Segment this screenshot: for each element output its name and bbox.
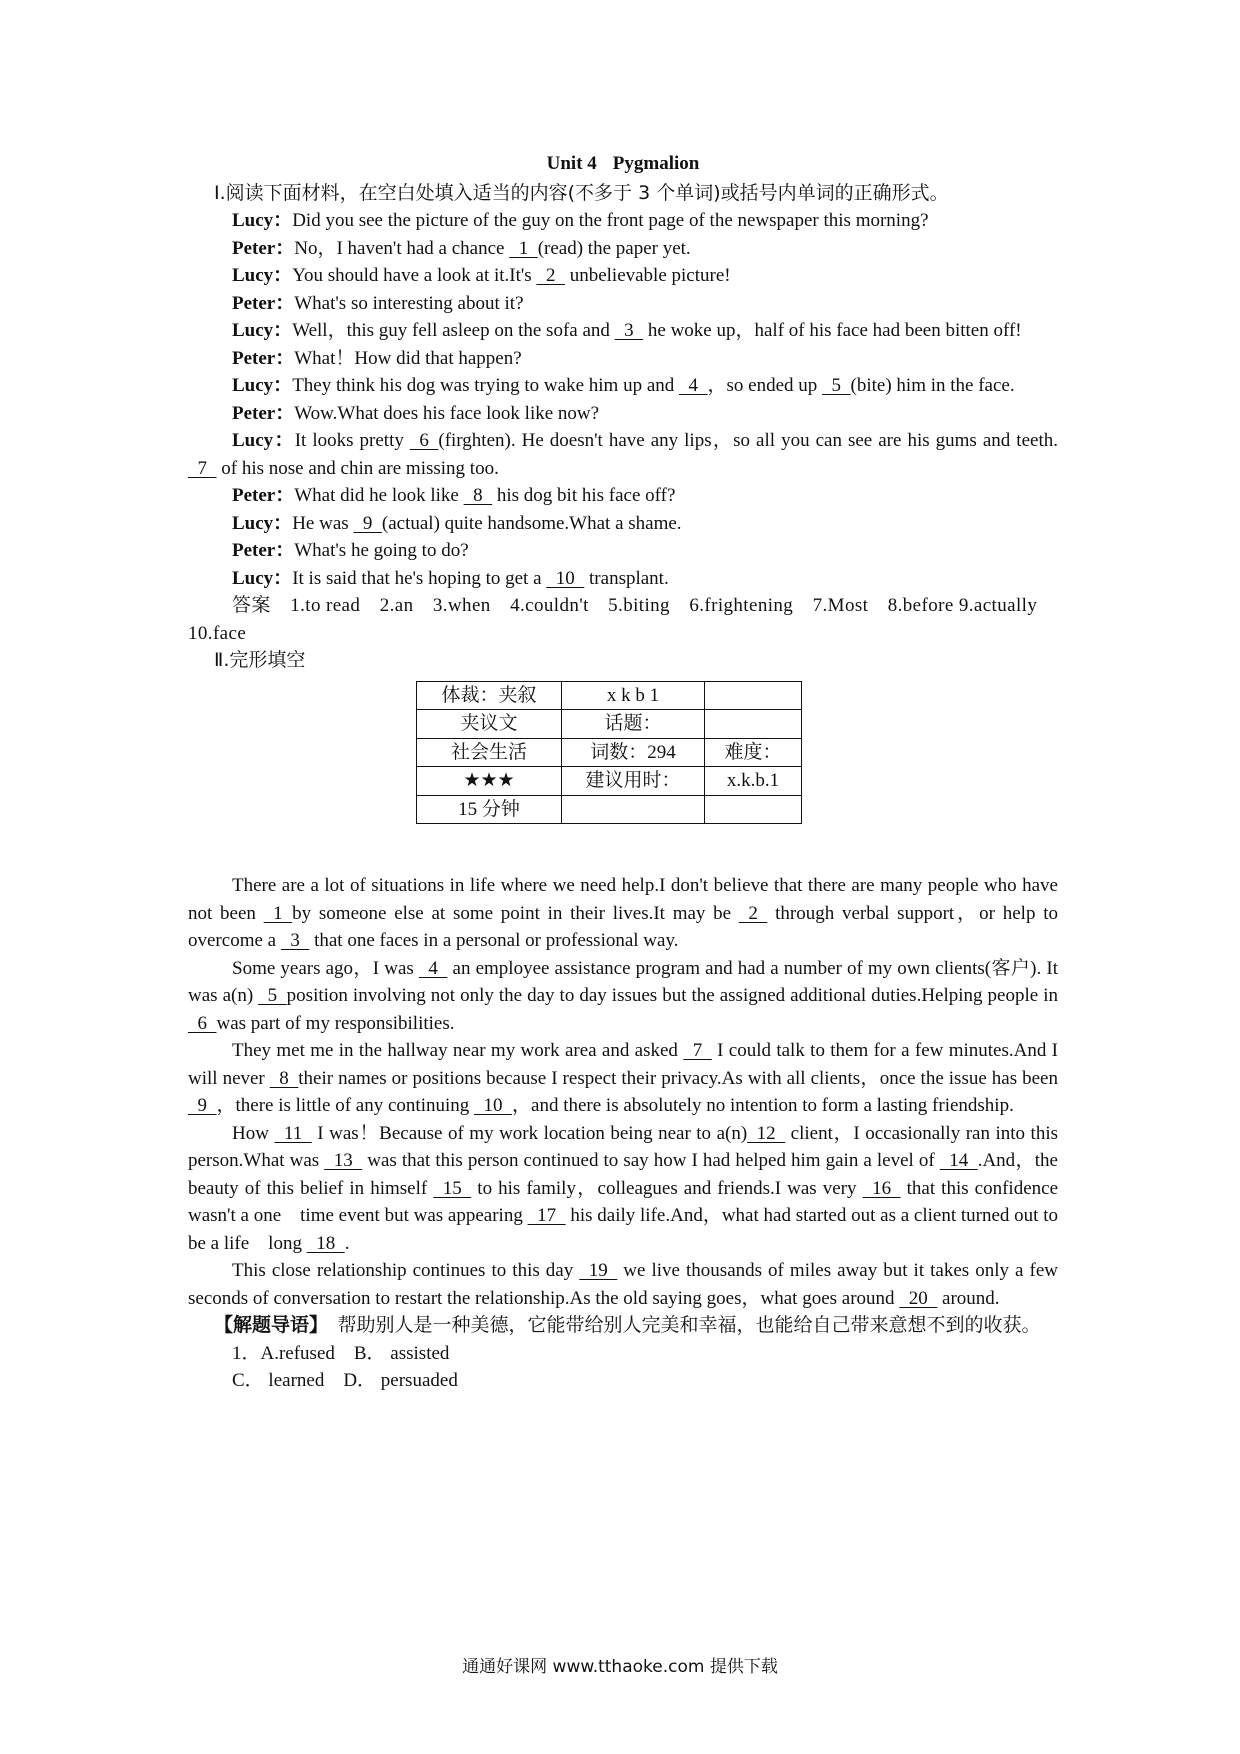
unit-name: Pygmalion — [612, 153, 700, 174]
passage-text: There are a lot of situations in life where we need help.I don't believe that there are many people who have not been — [188, 875, 1058, 924]
speaker-name: Lucy： — [232, 375, 293, 396]
passage-paragraph — [188, 955, 1058, 1038]
blank-5: 5 — [258, 985, 287, 1006]
passage-text: was that this person continued to say how I had helped him gain a level of — [362, 1150, 940, 1171]
dialog-text: It is said that he's hoping to get a — [292, 567, 547, 589]
blank-15: 15 — [433, 1177, 472, 1199]
blank-14: 14 — [939, 1150, 978, 1171]
blank-8: 8 — [463, 485, 493, 506]
blank-8: 8 — [269, 1067, 299, 1089]
dialog-text: ，so ended up — [707, 375, 823, 396]
speaker-name: Peter： — [232, 402, 295, 424]
dialog-line — [188, 510, 1058, 538]
info-cell: ★★★ — [417, 767, 562, 796]
info-row — [417, 795, 802, 824]
info-row — [417, 738, 802, 767]
answer-label: 答案 — [232, 594, 271, 616]
blank-17: 17 — [527, 1205, 566, 1226]
passage-text: They met me in the hallway near my work area and asked — [232, 1040, 684, 1061]
blank-11: 11 — [274, 1122, 312, 1144]
dialog-line — [188, 345, 1058, 373]
info-row — [417, 681, 802, 710]
dialog-text: (firghten). He doesn't have any lips，so all you can see are his gums and teeth. — [438, 430, 1058, 451]
passage-text: .And，the beauty of this belief in himself — [188, 1150, 1058, 1199]
blank-13: 13 — [324, 1150, 363, 1171]
dialog-line — [188, 207, 1058, 235]
dialog-text: No，I haven't had a chance — [294, 237, 510, 259]
dialog-text: transplant. — [584, 567, 669, 589]
blank-5: 5 — [822, 375, 851, 396]
dialog-text: What did he look like — [294, 485, 464, 506]
blank-4: 4 — [418, 957, 448, 979]
dialog-text: You should have a look at it.It's — [292, 265, 537, 286]
info-cell: x.k.b.1 — [705, 767, 802, 796]
dialog-line — [188, 262, 1058, 290]
dialog-text: (bite) him in the face. — [850, 375, 1015, 396]
info-cell: 话题： — [562, 710, 705, 739]
info-cell — [705, 710, 802, 739]
blank-2: 2 — [536, 265, 565, 286]
speaker-name: Lucy： — [232, 512, 293, 534]
guide-text: 帮助别人是一种美德，它能带给别人完美和幸福，也能给自己带来意想不到的收获。 — [337, 1314, 1041, 1336]
passage-text: around. — [937, 1287, 1000, 1309]
passage-text: This close relationship continues to this day — [232, 1260, 580, 1281]
speaker-name: Lucy： — [232, 265, 293, 286]
dialog-line — [188, 400, 1058, 428]
speaker-name: Lucy： — [232, 430, 295, 451]
blank-3: 3 — [614, 320, 644, 341]
passage-text: . — [344, 1232, 350, 1254]
passage-text: client，I occasionally ran into this person.What was — [188, 1122, 1058, 1171]
blank-4: 4 — [679, 375, 708, 396]
dialog-text: What's so interesting about it? — [294, 292, 524, 314]
passage-text: was part of my responsibilities. — [216, 1012, 455, 1034]
dialog — [188, 207, 1058, 592]
blank-3: 3 — [280, 930, 310, 951]
answer-option-line: C． learned D． persuaded — [232, 1370, 458, 1391]
passage-text: How — [232, 1122, 275, 1144]
speaker-name: Peter： — [232, 485, 295, 506]
passage-text: their names or positions because I respect their privacy.As with all clients，once the issue has been — [298, 1067, 1058, 1089]
answer-key — [188, 592, 1058, 647]
passage-paragraph — [188, 1037, 1058, 1120]
dialog-text: They think his dog was trying to wake him up and — [292, 375, 679, 396]
passage-paragraph — [188, 1120, 1058, 1258]
passage-text: we live thousands of miles away but it takes only a few seconds of conversation to restart the relationship.As the old saying goes，what goes around — [188, 1260, 1058, 1309]
dialog-text: of his nose and chin are missing too. — [216, 457, 499, 479]
passage-text: through verbal support，or help to overcome a — [188, 902, 1058, 951]
dialog-text: Wow.What does his face look like now? — [294, 402, 600, 424]
dialog-text: What's he going to do? — [294, 540, 469, 561]
unit-label: Unit 4 — [546, 153, 597, 174]
speaker-name: Peter： — [232, 347, 295, 369]
speaker-name: Peter： — [232, 292, 295, 314]
blank-9: 9 — [188, 1095, 217, 1116]
passage-text: his daily life.And，what had started out as a client turned out to be a life long — [188, 1205, 1059, 1254]
dialog-text: (actual) quite handsome.What a shame. — [381, 512, 682, 534]
answer-text: 1.to read 2.an 3.when 4.couldn't 5.biting 6.frightening 7.Most 8.before 9.actually 10.face — [188, 595, 1057, 644]
dialog-text: Did you see the picture of the guy on the front page of the newspaper this morning? — [292, 210, 929, 231]
speaker-name: Peter： — [232, 237, 295, 259]
info-cell: x k b 1 — [562, 681, 705, 710]
blank-10: 10 — [474, 1095, 513, 1116]
blank-7: 7 — [188, 457, 217, 479]
dialog-text: unbelievable picture! — [564, 265, 731, 286]
dialog-line — [188, 482, 1058, 510]
info-cell: 夹议文 — [417, 710, 562, 739]
dialog-line — [188, 235, 1058, 263]
info-cell: 建议用时： — [562, 767, 705, 796]
guide-label: 【解题导语】 — [214, 1314, 319, 1336]
section1-heading: Ⅰ.阅读下面材料，在空白处填入适当的内容(不多于 3 个单词)或括号内单词的正确形式。 — [214, 181, 949, 204]
options — [188, 1340, 1058, 1395]
blank-7: 7 — [683, 1040, 712, 1061]
dialog-line — [188, 317, 1058, 345]
dialog-line — [188, 565, 1058, 593]
info-cell — [562, 795, 705, 824]
info-cell: 体裁：夹叙 — [417, 681, 562, 710]
dialog-line — [188, 537, 1058, 565]
answer-option-line: 1．A.refused B． assisted — [232, 1342, 450, 1364]
passage-text: position involving not only the day to day issues but the assigned additional duties.Helping people in — [286, 985, 1058, 1006]
info-cell: 社会生活 — [417, 738, 562, 767]
blank-12: 12 — [747, 1122, 786, 1144]
speaker-name: Peter： — [232, 540, 295, 561]
blank-9: 9 — [353, 512, 382, 534]
passage-text: Some years ago，I was — [232, 957, 419, 979]
passage-text: I was！Because of my work location being near to a(n) — [311, 1122, 748, 1144]
blank-20: 20 — [899, 1287, 938, 1309]
dialog-text: He was — [292, 512, 354, 534]
info-row — [417, 710, 802, 739]
blank-6: 6 — [409, 430, 439, 451]
footer: 通通好课网 www.tthaoke.com 提供下载 — [462, 1657, 778, 1677]
info-row — [417, 767, 802, 796]
dialog-text: Well，this guy fell asleep on the sofa and — [292, 320, 615, 341]
info-cell: 15 分钟 — [417, 795, 562, 824]
cloze-passage — [188, 872, 1058, 1312]
blank-19: 19 — [579, 1260, 618, 1281]
passage-text: an employee assistance program and had a number of my own clients(客户). It was a(n) — [188, 957, 1058, 1006]
speaker-name: Lucy： — [232, 210, 293, 231]
passage-text: to his family，colleagues and friends.I was very — [471, 1177, 863, 1199]
dialog-text: What！How did that happen? — [294, 347, 522, 369]
passage-paragraph — [188, 1257, 1058, 1312]
blank-18: 18 — [306, 1232, 345, 1254]
passage-info-table — [416, 681, 802, 825]
passage-paragraph — [188, 872, 1058, 955]
blank-1: 1 — [263, 902, 293, 924]
section2-heading: Ⅱ.完形填空 — [214, 649, 306, 671]
blank-10: 10 — [546, 567, 585, 589]
dialog-text: It looks pretty — [294, 430, 410, 451]
worksheet-page — [188, 150, 1058, 1395]
passage-text: by someone else at some point in their lives.It may be — [292, 902, 739, 924]
blank-6: 6 — [188, 1012, 217, 1034]
page-title — [188, 150, 1058, 178]
blank-16: 16 — [862, 1177, 901, 1199]
info-cell — [705, 795, 802, 824]
speaker-name: Lucy： — [232, 320, 293, 341]
blank-1: 1 — [509, 237, 538, 259]
dialog-line — [188, 372, 1058, 400]
passage-text: that one faces in a personal or professional way. — [309, 930, 679, 951]
dialog-text: (read) the paper yet. — [537, 237, 691, 259]
blank-2: 2 — [738, 902, 768, 924]
dialog-line — [188, 427, 1058, 482]
passage-text: ，there is little of any continuing — [216, 1095, 475, 1116]
dialog-line — [188, 290, 1058, 318]
passage-text: ，and there is absolutely no intention to form a lasting friendship. — [512, 1095, 1014, 1116]
info-cell: 词数：294 — [562, 738, 705, 767]
speaker-name: Lucy： — [232, 567, 293, 589]
passage-text: I could talk to them for a few minutes.And I will never — [188, 1040, 1058, 1089]
dialog-text: he woke up，half of his face had been bitten off! — [643, 320, 1022, 341]
solution-guide — [188, 1312, 1058, 1340]
info-cell — [705, 681, 802, 710]
dialog-text: his dog bit his face off? — [492, 485, 676, 506]
passage-text: that this confidence wasn't a one time event but was appearing — [188, 1177, 1059, 1226]
info-cell: 难度： — [705, 738, 802, 767]
